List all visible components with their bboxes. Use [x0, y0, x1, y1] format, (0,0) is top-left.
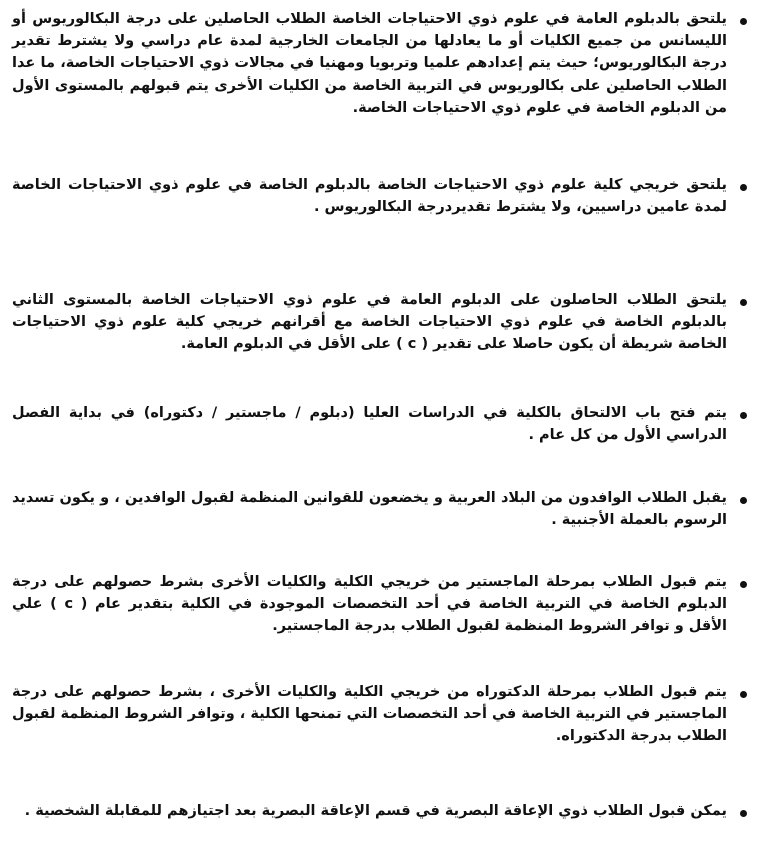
- bullet-icon: [740, 299, 747, 306]
- list-item-text: يتم قبول الطلاب بمرحلة الدكتوراه من خريجي الكلية والكليات الأخرى ، بشرط حصولهم على درجة الماجستير في التربية الخاصة في أحد التخصصات التي تمنحها الكلية ، وتوافر الشروط المنظمة لقبول الطلاب بدرجة الدكتوراه.: [12, 684, 727, 745]
- bullet-icon: [740, 184, 747, 191]
- list-item: [12, 289, 747, 356]
- list-item-text: يقبل الطلاب الوافدون من البلاد العربية و يخضعون للقوانين المنظمة لقبول الوافدين ، و يكون تسديد الرسوم بالعملة الأجنبية .: [12, 490, 727, 529]
- list-item-text: يلتحق الطلاب الحاصلون على الدبلوم العامة في علوم ذوي الاحتياجات الخاصة بالمستوى الثاني بالدبلوم الخاصة في علوم ذوي الاحتياجات الخاصة مع أقرانهم خريجي كلية علوم ذوي الاحتياجات الخاصة شريطة أن يكون حاصلا على تقدير ( c ) على الأقل في الدبلوم العامة.: [12, 292, 727, 353]
- list-item: [12, 800, 747, 822]
- list-item-text: يتم فتح باب الالتحاق بالكلية في الدراسات العليا (دبلوم / ماجستير / دكتوراه) في بداية الفصل الدراسي الأول من كل عام .: [12, 405, 727, 444]
- bullet-icon: [740, 581, 747, 588]
- bullet-icon: [740, 691, 747, 698]
- bullet-icon: [740, 18, 747, 25]
- list-item: [12, 8, 747, 119]
- bullet-icon: [740, 412, 747, 419]
- list-item: [12, 571, 747, 638]
- list-item-text: يلتحق بالدبلوم العامة في علوم ذوي الاحتياجات الخاصة الطلاب الحاصلين على درجة البكالوريوس أو الليسانس من جميع الكليات أو ما يعادلها من الجامعات الخارجية لمدة عام دراسي ولا يشترط تقدير درجة البكالوريوس؛ حيث يتم إعدادهم علميا وتربويا ومهنيا في مجالات ذوي الاحتياجات الخاصة، ما عدا الطلاب الحاصلين على بكالوريوس في التربية الخاصة من الكليات الأخرى يتم قبولهم بالمستوى الأول من الدبلوم الخاصة في علوم ذوي الاحتياجات الخاصة.: [12, 11, 727, 116]
- list-item: [12, 487, 747, 531]
- list-item: [12, 402, 747, 446]
- bullet-icon: [740, 497, 747, 504]
- list-item: [12, 174, 747, 218]
- list-item: [12, 681, 747, 748]
- list-item-text: يتم قبول الطلاب بمرحلة الماجستير من خريجي الكلية والكليات الأخرى بشرط حصولهم على درجة الدبلوم الخاصة في التربية الخاصة في أحد التخصصات الموجودة في الكلية بتقدير عام ( c ) علي الأقل و توافر الشروط المنظمة لقبول الطلاب بدرجة الماجستير.: [12, 574, 727, 635]
- list-item-text: يلتحق خريجي كلية علوم ذوي الاحتياجات الخاصة بالدبلوم الخاصة في علوم ذوي الاحتياجات الخاصة لمدة عامين دراسيين، ولا يشترط تقديردرجة البكالوريوس .: [12, 177, 727, 216]
- bullet-icon: [740, 810, 747, 817]
- list-item-text: يمكن قبول الطلاب ذوي الإعاقة البصرية في قسم الإعاقة البصرية بعد اجتيازهم للمقابلة الشخصية .: [24, 803, 727, 819]
